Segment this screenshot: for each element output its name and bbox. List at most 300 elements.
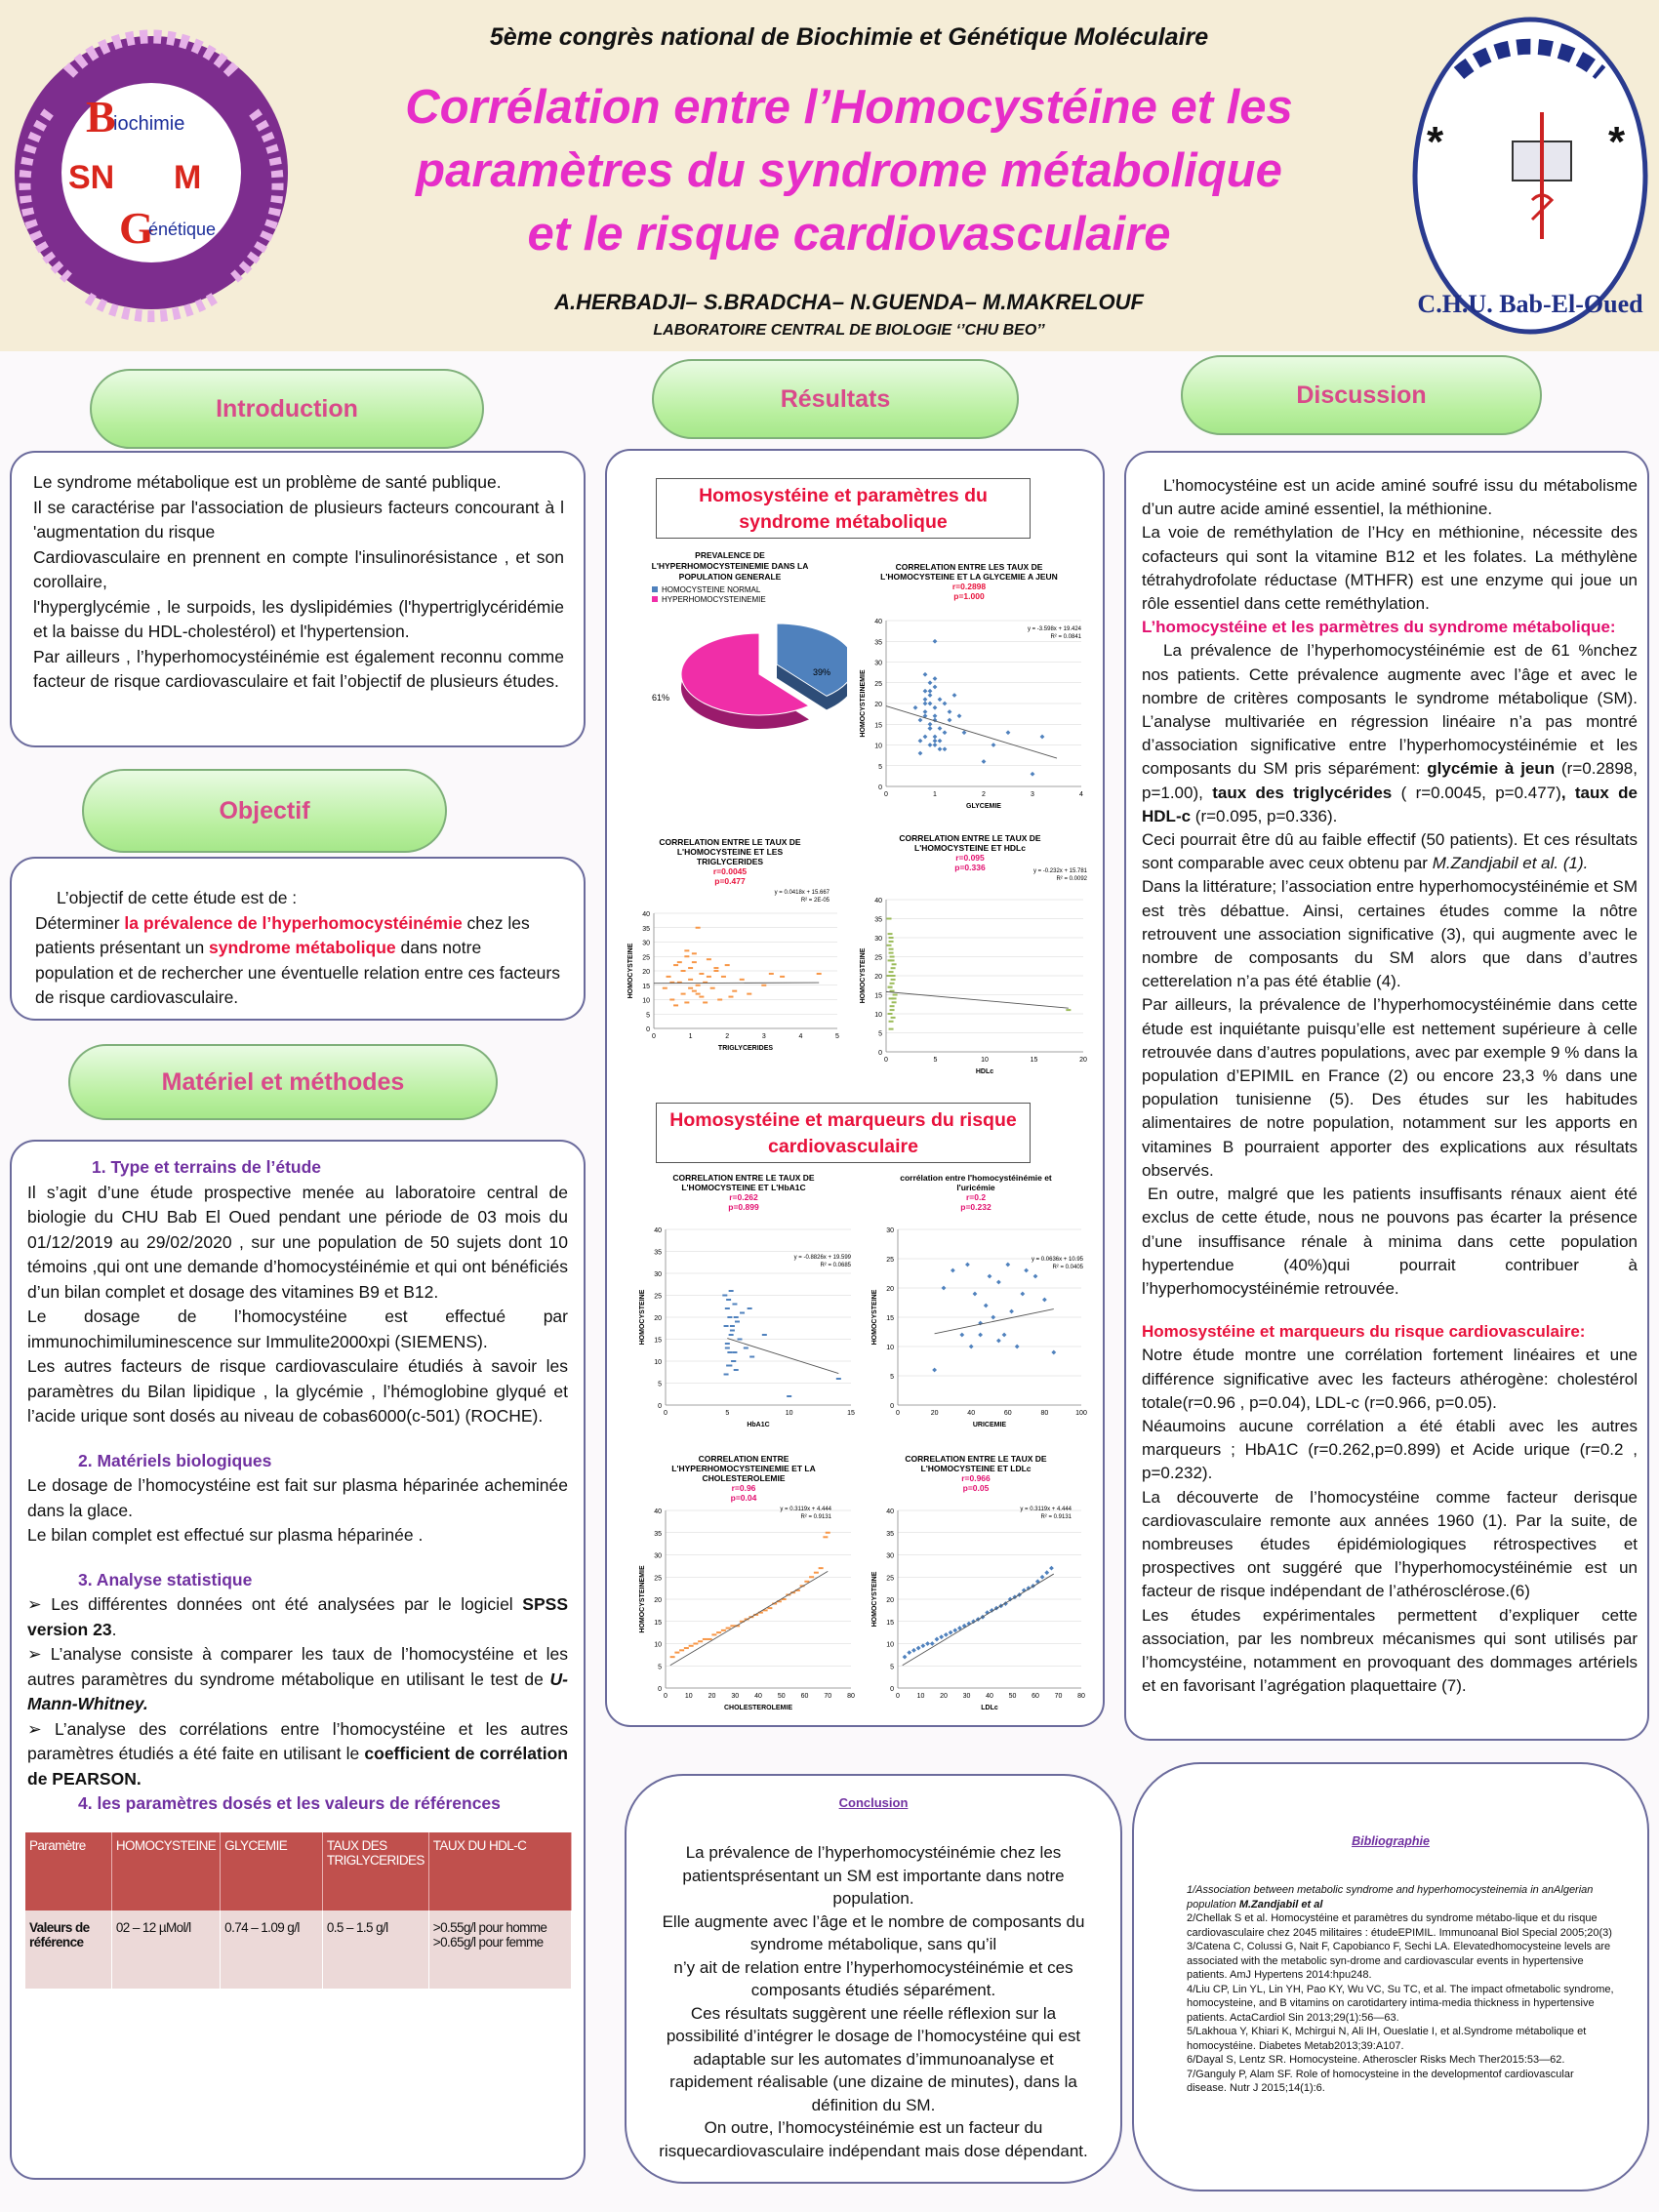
y-tick-label: 0 [658, 1686, 662, 1693]
data-point [942, 1286, 947, 1291]
y-tick-label: 25 [654, 1293, 662, 1301]
y-tick-label: 25 [654, 1575, 662, 1583]
y-tick-label: 30 [874, 936, 882, 943]
data-point [978, 1333, 983, 1338]
data-point [903, 1655, 908, 1660]
x-tick-label: 4 [798, 1033, 803, 1040]
y-tick-label: 5 [878, 1030, 882, 1038]
trend-line [886, 706, 1057, 759]
table-cell: >0.55g/l pour homme >0.65g/l pour femme [428, 1910, 571, 1989]
x-tick-label: 5 [725, 1410, 730, 1417]
chart-p-value: p=0.899 [728, 1202, 759, 1212]
data-point [920, 1643, 925, 1648]
y-tick-label: 30 [886, 1227, 894, 1234]
data-point [943, 746, 948, 751]
chart-ldlc [861, 1452, 1091, 1717]
objectif-text: L’objectif de cette étude est de : Déterminer la prévalence de l’hyperhomocystéinémie chez les patients présentant un syndrome métabolique dans notre population et de rechercher une éventuelle relation entre ces facteurs de risque cardiovasculaire. [35, 888, 560, 1007]
chart-cholesterolemie [627, 1452, 861, 1717]
data-point [933, 676, 938, 681]
data-point [944, 1632, 949, 1637]
chart-r-value: r=0.262 [729, 1192, 758, 1202]
data-point [996, 1339, 1001, 1344]
x-axis-label: URICEMIE [972, 1422, 1007, 1428]
x-tick-label: 10 [785, 1410, 793, 1417]
y-tick-label: 30 [642, 940, 650, 947]
x-tick-label: 40 [986, 1693, 993, 1700]
y-tick-label: 35 [654, 1249, 662, 1257]
data-point [928, 693, 933, 698]
y-tick-label: 5 [646, 1012, 650, 1020]
data-point [957, 713, 962, 718]
data-point [1042, 1298, 1047, 1303]
table-header: TAUX DU HDL-C [428, 1832, 571, 1910]
data-point [907, 1650, 911, 1655]
discussion-box [1124, 451, 1649, 1741]
chart-title-line: L'HOMOCYSTEINE ET L'HbA1C [681, 1183, 806, 1192]
x-axis-label: CHOLESTEROLEMIE [723, 1705, 793, 1711]
x-tick-label: 30 [731, 1693, 740, 1700]
bib-item: 2/Chellak S et al. Homocystéine et paramètres du syndrome métabo-lique et du risque cardiovasculaire chez 2045 militaires : étudeEPIMIL. Immunoanal Biol Special 2005;20(3) [1187, 1912, 1612, 1939]
methods-box [10, 1140, 586, 2180]
data-point [1024, 1268, 1029, 1273]
y-tick-label: 20 [886, 1597, 894, 1604]
data-point [928, 726, 933, 731]
table-header: Paramètre [25, 1832, 111, 1910]
section-introduction: Introduction [90, 369, 484, 449]
bibliography-heading: Bibliographie [1352, 1834, 1430, 1848]
y-tick-label: 10 [642, 997, 650, 1005]
x-tick-label: 20 [930, 1410, 939, 1417]
x-tick-label: 20 [1079, 1057, 1087, 1064]
y-axis-label: HOMOCYSTEINE [871, 1571, 878, 1628]
trend-equation: y = -3.598x + 19.424 [1027, 626, 1081, 632]
table-header: TAUX DES TRIGLYCERIDES [322, 1832, 428, 1910]
trend-r2: R² = 0.0092 [1056, 876, 1087, 882]
trend-equation: y = -0.232x + 15.781 [1032, 868, 1087, 874]
chart-glycemie [847, 560, 1091, 816]
section-materiel-methodes: Matériel et méthodes [68, 1044, 498, 1120]
data-point [933, 743, 938, 747]
data-point [928, 702, 933, 706]
chart-title-line: l'uricémie [956, 1183, 995, 1192]
data-point [933, 713, 938, 718]
x-axis-label: HbA1C [747, 1422, 770, 1428]
authors: A.HERBADJI– S.BRADCHA– N.GUENDA– M.MAKRELOUF [554, 290, 1144, 314]
x-tick-label: 5 [933, 1057, 938, 1064]
data-point [1005, 1263, 1010, 1267]
snbgm-logo [10, 5, 293, 342]
x-tick-label: 10 [916, 1693, 925, 1700]
x-tick-label: 3 [761, 1033, 766, 1040]
y-tick-label: 20 [874, 974, 882, 981]
data-point [1009, 1309, 1014, 1314]
chu-caption: C.H.U. Bab-El-Oued [1417, 290, 1643, 318]
y-axis-label: HOMOCYSTEINEMIE [639, 1565, 646, 1633]
x-tick-label: 60 [1003, 1410, 1012, 1417]
section-resultats: Résultats [652, 359, 1019, 439]
x-axis-label: GLYCEMIE [966, 803, 1001, 810]
conclusion-heading: Conclusion [838, 1795, 909, 1810]
trend-line [670, 1571, 829, 1665]
data-point [962, 730, 967, 735]
trend-r2: R² = 0.0841 [1050, 634, 1081, 640]
x-tick-label: 15 [1030, 1057, 1038, 1064]
chart-title-line: TRIGLYCERIDES [696, 857, 764, 866]
x-tick-label: 4 [1079, 791, 1083, 798]
x-tick-label: 30 [962, 1693, 971, 1700]
x-tick-label: 50 [1008, 1693, 1017, 1700]
y-tick-label: 15 [642, 983, 650, 990]
chart-title-line: CORRELATION ENTRE LE TAUX DE [899, 833, 1041, 843]
data-point [951, 1268, 955, 1273]
logo-m-text: M [174, 159, 202, 196]
pie-title-line: L'HYPERHOMOCYSTEINEMIE DANS LA [651, 561, 809, 571]
chart-title-line: CORRELATION ENTRE [698, 1454, 789, 1464]
data-point [1020, 1292, 1025, 1297]
pie-label-normal: 39% [813, 667, 831, 677]
chart-p-value: p=0.477 [714, 876, 746, 886]
chart-p-value: p=0.336 [954, 863, 986, 872]
x-tick-label: 0 [896, 1410, 900, 1417]
x-axis-label: LDLc [981, 1705, 998, 1711]
data-point [923, 702, 928, 706]
y-tick-label: 10 [874, 743, 882, 750]
chart-triglycerides [613, 835, 847, 1058]
data-point [991, 1315, 995, 1320]
y-tick-label: 25 [874, 954, 882, 962]
y-tick-label: 25 [874, 680, 882, 688]
chart-title-line: CORRELATION ENTRE LE TAUX DE [659, 837, 801, 847]
data-point [973, 1292, 978, 1297]
y-tick-label: 20 [654, 1597, 662, 1604]
y-tick-label: 35 [874, 916, 882, 924]
x-tick-label: 70 [1054, 1693, 1063, 1700]
bib-item: 3/Catena C, Colussi G, Nait F, Capobianco F, Sechi LA. Elevatedhomocysteine levels are associated with the metabolic syn-drome and cardiovascular events in hypertensive patients. AmJ Hypertens 2014:hpu248. [1187, 1941, 1611, 1981]
data-point [948, 718, 952, 723]
data-point [923, 735, 928, 740]
x-tick-label: 20 [940, 1693, 948, 1700]
x-tick-label: 1 [933, 791, 937, 798]
chart-r-value: r=0.095 [955, 853, 985, 863]
data-point [996, 1280, 1001, 1285]
x-tick-label: 0 [652, 1033, 656, 1040]
logo-genetique-text: énétique [148, 220, 217, 239]
x-tick-label: 10 [684, 1693, 693, 1700]
trend-r2: R² = 0.9131 [800, 1514, 831, 1520]
y-tick-label: 10 [886, 1641, 894, 1649]
data-point [943, 702, 948, 706]
chart-r-value: r=0.96 [731, 1483, 756, 1493]
pie-legend-swatch [652, 596, 658, 602]
bibliography-box [1132, 1762, 1649, 2192]
x-tick-label: 60 [800, 1693, 809, 1700]
data-point [918, 751, 923, 756]
y-tick-label: 10 [886, 1345, 894, 1351]
data-point [918, 739, 923, 744]
y-tick-label: 35 [654, 1530, 662, 1538]
y-tick-label: 15 [886, 1619, 894, 1627]
data-point [933, 739, 938, 744]
y-tick-label: 40 [886, 1508, 894, 1515]
y-tick-label: 25 [886, 1575, 894, 1583]
trend-equation: y = 0.3119x + 4.444 [1020, 1507, 1072, 1512]
x-tick-label: 0 [884, 1057, 888, 1064]
trend-equation: y = 0.3119x + 4.444 [780, 1507, 831, 1512]
bib-item: 4/Liu CP, Lin YL, Lin YH, Pao KY, Wu VC, Su TC, et al. The impact ofmetabolic syndrome, homocysteine, and B vitamins on carotidartery intima-media thickness in hypertensive patients. ActaCardiol Sin 2013;29(1):56—63. [1187, 1983, 1614, 2024]
data-point [913, 705, 918, 710]
conclusion-text: La prévalence de l’hyperhomocystéinémie chez les patientsprésentant un SM est importante dans notre population. Elle augmente avec l’âge et le nombre de composants du syndrome métabolique, sans qu’il n’y ait de relation entre l’hyperhomocystéinémie et ces composants étudiés séparément. Ces résultats suggèrent une réelle réflexion sur la possibilité d’intégrer le dosage de l’homocystéine qui est adaptable sur les automates d’immunoanalyse et rapidement réalisable (une dizaine de minutes), dans la définition du SM. On outre, l’homocystéinémie est un facteur du risquecardiovasculaire indépendant mais dose dépendant. [659, 1843, 1088, 2160]
y-tick-label: 0 [890, 1403, 894, 1410]
x-tick-label: 2 [982, 791, 986, 798]
pie-slice [777, 623, 847, 696]
data-point [969, 1345, 974, 1349]
data-point [933, 735, 938, 740]
y-tick-label: 10 [654, 1359, 662, 1366]
data-point [982, 759, 987, 764]
laboratory: LABORATOIRE CENTRAL DE BIOLOGIE ‘’CHU BEO’’ [653, 322, 1045, 339]
y-tick-label: 40 [642, 911, 650, 918]
data-point [1002, 1333, 1007, 1338]
y-tick-label: 5 [878, 763, 882, 771]
x-tick-label: 3 [1031, 791, 1034, 798]
bibliography-list [1187, 1883, 1614, 2096]
data-point [984, 1304, 989, 1308]
trend-line [886, 991, 1069, 1008]
data-point [933, 705, 938, 710]
x-tick-label: 0 [896, 1693, 900, 1700]
data-point [923, 697, 928, 702]
section-objectif: Objectif [82, 769, 447, 853]
x-tick-label: 0 [664, 1410, 668, 1417]
data-point [918, 718, 923, 723]
y-tick-label: 30 [654, 1552, 662, 1560]
chart-title-line: CORRELATION ENTRE LE TAUX DE [905, 1454, 1047, 1464]
data-point [1031, 772, 1035, 777]
x-tick-label: 40 [754, 1693, 762, 1700]
data-point [932, 1368, 937, 1373]
x-tick-label: 0 [664, 1693, 668, 1700]
logo-biochimie-text: iochimie [113, 113, 185, 135]
x-tick-label: 80 [1077, 1693, 1085, 1700]
y-tick-label: 20 [886, 1286, 894, 1293]
x-tick-label: 20 [708, 1693, 716, 1700]
chart-title-line: corrélation entre l'homocystéinémie et [900, 1173, 1052, 1183]
y-tick-label: 25 [886, 1257, 894, 1264]
discussion-text: L’homocystéine est un acide aminé soufré issu du métabolisme d’un autre acide aminé essentiel, la méthionine. La voie de reméthylation de l’Hcy en méthionine, nécessite des cofacteurs qui sont la vitamine B12 et les folates. La méthylène tétrahydrofolate réductase (MTHFR) est une enzyme qui joue un rôle essentiel dans cette reméthylation. L’homocystéine et les parmètres du syndrome métabolique: La prévalence de l’hyperhomocystéinémie est de 61 %nchez nos patients. Cette prévalence augmente avec l’âge et avec le nombre de critères composants le syndrome métabolique (SM). L’analyse multivariée en régression linéaire n’a pas montré d’association significative entre l’hyperhomocystéinémie et les composants du SM pris séparément: glycémie à jeun (r=0.2898, p=1.00), taux des triglycérides ( r=0.0045, p=0.477), taux de HDL-c (r=0.095, p=0.336). Ceci pourrait être dû au faible effectif (50 patients). Et ces résultats sont comparable avec ceux obtenu par M.Zandjabil et al. (1). Dans la littérature; l’association entre hyperhomocystéinémie et SM est très débattue. Ainsi, certaines études comme la nôtre retrouvent une association significative (3), qui augmente avec le nombre de composants du SM alors que dans d’autres cetterelation n’a pas été établie (4). Par ailleurs, la prévalence de l’hyperhomocystéinémie dans cette étude est inquiétante puisqu’elle est nettement supérieure à celle retrouvée dans d’autres populations, avec par exemple 9 % dans la population d’EPIMIL en France (2) ou encore 23,3 % dans une population tunisienne (5). Des études sur les habitudes alimentaires de notre population, notamment sur les apports en vitamines B pourraient apporter des explications aux résultats observés. En outre, malgré que les patients insuffisants rénaux aient été exclus de cette étude, nous ne pouvons pas écarter la présence d’une insuffisance rénale à minima dans cette population hypertendue (40%)qui pourrait contribuer à l’hyperhomocystéinémie retrouvée. Homosystéine et marqueurs du risque cardiovasculaire: Notre étude montre une corrélation fortement linéaires et une différence significative avec les facteurs athérogène: cholestérol totale(r=0.96 , p=0.04), LDL-c (r=0.966, p=0.05). Néaumoins aucune corrélation a été établi avec les autres marqueurs ; HbA1C (r=0.262,p=0.899) et Acide urique (r=0.2 , p=0.232). La découverte de l’homocystéine comme facteur derisque cardiovasculaire remonte aux années 1960 (1). Par la suite, de nombreuses études épidémiologiques rétrospectives et prospectives ont suggéré que l’hyperhomocystéinémie est un facteur de risque indépendant de l’athérosclérose.(6) Les études expérimentales permettent d’expliquer cette association, par les nombreux mécanismes qui sont utilisés par l’homcystéine, notamment en provoquant des dommages artériels et en favorisant l’agrégation plaquettaire (7). [1142, 476, 1639, 1696]
x-axis-label: HDLc [975, 1068, 994, 1075]
chart-title-line: CORRELATION ENTRE LES TAUX DE [895, 562, 1043, 572]
data-point [991, 743, 996, 747]
data-point [959, 1333, 964, 1338]
data-point [930, 1641, 935, 1646]
data-point [939, 1634, 944, 1639]
y-tick-label: 35 [886, 1530, 894, 1538]
introduction-box [10, 451, 586, 747]
y-tick-label: 30 [886, 1552, 894, 1560]
y-tick-label: 30 [654, 1271, 662, 1278]
x-tick-label: 80 [847, 1693, 855, 1700]
pie-legend-label: HYPERHOMOCYSTEINEMIE [662, 595, 766, 604]
y-tick-label: 35 [874, 639, 882, 647]
table-cell: Valeurs de référence [25, 1910, 111, 1989]
trend-line [903, 1574, 1054, 1666]
x-tick-label: 70 [824, 1693, 832, 1700]
introduction-text: Le syndrome métabolique est un problème de santé publique. Il se caractérise par l'association de plusieurs facteurs concourant à l 'augmentation du risque Cardiovasculaire en prennent en compte l'insulinorésistance , et son corollaire, l'hyperglycémie , le surpoids, les dyslipidémies (l'hypertriglycéridémie et la baisse du HDL-cholestérol) et l'hypertension. Par ailleurs , l’hyperhomocystéinémie est également reconnu comme facteur de risque cardiovasculaire et fait l’objectif de plusieurs études. [33, 472, 564, 691]
section-discussion: Discussion [1181, 355, 1542, 435]
data-point [916, 1646, 921, 1651]
data-point [923, 672, 928, 677]
chart-uricemie [861, 1171, 1091, 1434]
x-tick-label: 60 [1032, 1693, 1039, 1700]
data-point [938, 739, 943, 744]
y-tick-label: 0 [878, 1050, 882, 1057]
star-left-icon: * [1427, 118, 1444, 166]
data-point [928, 722, 933, 727]
trend-r2: R² = 0.9131 [1040, 1514, 1072, 1520]
x-tick-label: 40 [967, 1410, 976, 1417]
data-point [943, 730, 948, 735]
bib-item: 7/Ganguly P, Alam SF. Role of homocysteine in the developmentof cardiovascular disease. Nutr J 2015;14(1):6. [1187, 2068, 1574, 2094]
data-point [948, 709, 952, 714]
trend-r2: R² = 0.0685 [820, 1263, 851, 1268]
chart-p-value: p=0.04 [730, 1493, 757, 1503]
data-point [935, 1637, 940, 1642]
y-tick-label: 5 [890, 1374, 894, 1381]
data-point [965, 1263, 970, 1267]
trend-equation: y = -0.8826x + 19.599 [793, 1255, 851, 1261]
chart-title-line: L'HOMOCYSTEINE ET LES [676, 847, 784, 857]
table-cell: 02 – 12 µMol/l [111, 1910, 220, 1989]
x-axis-label: TRIGLYCERIDES [717, 1045, 774, 1052]
chart-r-value: r=0.2898 [951, 582, 987, 591]
y-tick-label: 40 [874, 898, 882, 905]
methods-text: 1. Type et terrains de l’étude Il s’agit d’une étude prospective menée au laboratoire central de biologie du CHU Bab El Oued pendant une période de 03 mois du 01/12/2019 au 29/02/2020 , sur une population de 50 sujets dont 10 témoins ,qui ont une demande d’homocystéinémie et qui ont bénéficiés d’un bilan complet et dosage des vitamines B9 et B12. Le dosage de l’homocystéine est effectué par immunochimiluminescence sur Immulite2000xpi (SIEMENS). Les autres facteurs de risque cardiovasculaire étudiés à savoir les paramètres du Bilan lipidique , la glycémie , l’hémoglobine glyqué et l’acide urique sont dosés au niveau de cobas6000(c-501) (ROCHE). 2. Matériels biologiques Le dosage de l’homocystéine est fait sur plasma héparinée acheminée dans la glace. Le bilan complet est effectué sur plasma héparinée . 3. Analyse statistique ➢ Les différentes données ont été analysées par le logiciel SPSS version 23. ➢ L’analyse consiste à comparer les taux de l’homocystéine et les autres paramètres du syndrome métabolique en utilisant le test de U-Mann-Whitney. ➢ L’analyse des corrélations entre l’homocystéine et les autres paramètres étudiés a été faite en utilisant le coefficient de corrélation de PEARSON. 4. les paramètres dosés et les valeurs de références [27, 1157, 568, 1813]
y-tick-label: 35 [642, 925, 650, 933]
y-axis-label: HOMOCYSTEINE [871, 1289, 878, 1346]
y-tick-label: 40 [654, 1227, 662, 1234]
star-right-icon: * [1608, 118, 1626, 166]
objectif-box [10, 857, 586, 1021]
x-tick-label: 1 [688, 1033, 693, 1040]
data-point [933, 639, 938, 644]
trend-equation: y = 0.0636x + 10.95 [1031, 1257, 1083, 1263]
results-subheading-2: Homosystéine et marqueurs du risque cardiovasculaire [656, 1103, 1031, 1163]
data-point [1040, 1575, 1045, 1580]
data-point [923, 689, 928, 694]
data-point [911, 1648, 916, 1653]
data-point [988, 1274, 992, 1279]
data-point [949, 1630, 953, 1635]
y-axis-label: HOMOCYSTEINE [860, 947, 867, 1004]
data-point [1044, 1570, 1049, 1575]
trend-line [654, 983, 819, 984]
y-tick-label: 5 [890, 1664, 894, 1671]
trend-r2: R² = 0.0405 [1052, 1265, 1083, 1270]
data-point [933, 685, 938, 690]
data-point [1051, 1350, 1056, 1355]
x-tick-label: 0 [884, 791, 888, 798]
data-point [1049, 1566, 1054, 1571]
pie-chart [613, 546, 847, 761]
chart-p-value: p=0.232 [960, 1202, 991, 1212]
logo-sn-text: SN [68, 159, 115, 196]
chu-beo-logo [1405, 5, 1654, 342]
table-cell: 0.5 – 1.5 g/l [322, 1910, 428, 1989]
y-tick-label: 10 [654, 1641, 662, 1649]
data-point [928, 680, 933, 685]
data-point [938, 697, 943, 702]
chart-hdlc [847, 831, 1093, 1081]
y-tick-label: 15 [886, 1315, 894, 1322]
y-tick-label: 5 [658, 1664, 662, 1671]
chart-title-line: L'HOMOCYSTEINE ET LA GLYCEMIE A JEUN [880, 572, 1058, 582]
x-tick-label: 2 [725, 1033, 730, 1040]
y-tick-label: 0 [890, 1686, 894, 1693]
chart-title-line: CORRELATION ENTRE LE TAUX DE [672, 1173, 815, 1183]
logo-g-letter: G [119, 203, 154, 253]
results-subheading-1: Homosystéine et paramètres du syndrome métabolique [656, 478, 1031, 539]
x-tick-label: 15 [847, 1410, 855, 1417]
y-tick-label: 20 [874, 702, 882, 708]
x-tick-label: 100 [1075, 1410, 1087, 1417]
y-tick-label: 15 [654, 1619, 662, 1627]
title-line: Corrélation entre l’Homocystéine et les [405, 81, 1293, 134]
y-axis-label: HOMOCYSTEINEMIE [860, 669, 867, 738]
pie-title-line: POPULATION GENERALE [678, 572, 782, 582]
pie-label-hyper: 61% [652, 693, 670, 703]
x-tick-label: 50 [777, 1693, 786, 1700]
data-point [1033, 1274, 1038, 1279]
x-tick-label: 5 [835, 1033, 839, 1040]
data-point [928, 689, 933, 694]
data-point [923, 709, 928, 714]
reference-values-table [25, 1832, 572, 1989]
logo-b-letter: B [86, 92, 116, 141]
data-point [1015, 1345, 1020, 1349]
trend-equation: y = 0.0418x + 15.667 [774, 890, 830, 896]
data-point [1040, 735, 1045, 740]
y-tick-label: 25 [642, 954, 650, 962]
chart-p-value: p=1.000 [953, 591, 985, 601]
chart-title-line: L'HOMOCYSTEINE ET LDLc [920, 1464, 1032, 1473]
chart-title-line: L'HOMOCYSTEINE ET HDLc [914, 843, 1026, 853]
y-tick-label: 15 [874, 722, 882, 730]
y-tick-label: 20 [654, 1315, 662, 1322]
y-axis-label: HOMOCYSTEINE [627, 943, 634, 999]
y-axis-label: HOMOCYSTEINE [639, 1289, 646, 1346]
y-tick-label: 5 [658, 1381, 662, 1388]
table-row [25, 1910, 572, 1989]
table-header: HOMOCYSTEINE [111, 1832, 220, 1910]
trend-line [727, 1339, 838, 1374]
chart-r-value: r=0.966 [961, 1473, 991, 1483]
table-header: GLYCEMIE [221, 1832, 323, 1910]
pie-legend-label: HOMOCYSTEINE NORMAL [662, 585, 761, 594]
conclusion-box [625, 1774, 1122, 2184]
bib-item: 6/Dayal S, Lentz SR. Homocysteine. Atheroscler Risks Mech Ther2015:53—62. [1187, 2054, 1565, 2066]
y-tick-label: 15 [654, 1337, 662, 1345]
y-tick-label: 30 [874, 660, 882, 667]
title-line: paramètres du syndrome métabolique [416, 144, 1282, 197]
data-point [952, 693, 957, 698]
x-tick-label: 10 [981, 1057, 989, 1064]
y-tick-label: 0 [646, 1026, 650, 1033]
y-tick-label: 0 [878, 784, 882, 791]
trend-line [935, 1309, 1054, 1334]
pie-title-line: PREVALENCE DE [695, 550, 765, 560]
chart-r-value: r=0.2 [965, 1192, 987, 1202]
chart-p-value: p=0.05 [962, 1483, 990, 1493]
